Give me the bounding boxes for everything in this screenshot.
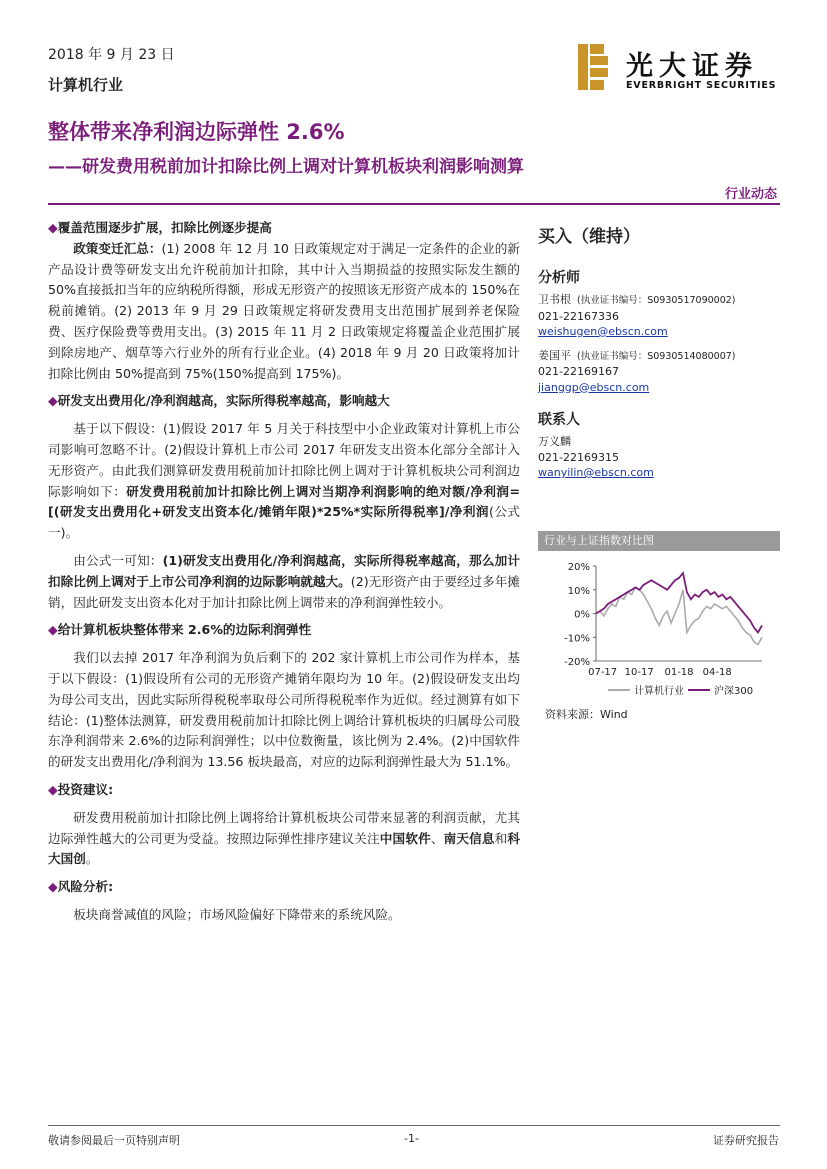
footer-disclaimer: 敬请参阅最后一页特别声明 <box>48 1134 180 1147</box>
diamond-icon: ◆ <box>48 622 58 638</box>
report-title: 整体带来净利润边际弹性 2.6% <box>48 120 345 144</box>
report-date: 2018 年 9 月 23 日 <box>48 47 175 63</box>
paragraph: 由公式一可知：(1)研发支出费用化/净利润越高，实际所得税率越高，那么加计扣除比例上调对于上市公司净利润的边际影响就越大。(2)无形资产由于要经过多年摊销，因此研发支出资本化对于加计扣除比例上调带来的净利润弹性较小。 <box>48 552 521 610</box>
industry-label: 计算机行业 <box>48 76 124 94</box>
legend-label: 计算机行业 <box>634 686 684 697</box>
paragraph: 板块商誉减值的风险；市场风险偏好下降带来的系统风险。 <box>73 906 401 922</box>
x-tick-label: 04-18 <box>702 667 732 678</box>
footer-divider <box>48 1125 780 1126</box>
paragraph: 我们以去掉 2017 年净利润为负后剩下的 202 家计算机上市公司作为样本，基于以下假设：(1)假设所有公司的无形资产摊销年限均为 10 年。(2)假设研发支出均为母公司支出，因此实际所得税税率取母公司所得税税率作为近似。经过测算有如下结论：(1)整体法测算，研发费用税前加计扣除比例上调给计算机板块的归属母公司股东净利润带来 2.6%的边际利润弹性；以中位数衡量，该比例为 2.4%。(2)中国软件的研发支出费用化/净利润为 13.56 板块最高，对应的边际利润弹性最大为 51.1%。 <box>48 650 520 770</box>
rating: 买入（维持） <box>538 227 640 247</box>
diamond-icon: ◆ <box>48 781 58 797</box>
footer-report-type: 证券研究报告 <box>713 1134 779 1147</box>
diamond-icon: ◆ <box>48 220 58 235</box>
page-number: -1- <box>404 1132 419 1145</box>
email-link[interactable]: jianggp@ebscn.com <box>538 380 650 394</box>
main-content <box>48 218 520 926</box>
legend-label: 沪深300 <box>714 686 754 697</box>
analyst-card: 姜国平 (执业证书编号：S0930514080007) 021-22169167 jianggp@ebscn.com <box>538 348 783 396</box>
analyst-card: 卫书根 (执业证书编号：S0930517090002) 021-22167336 weishugen@ebscn.com <box>538 292 783 340</box>
logo-mark-icon <box>578 44 608 90</box>
email-link[interactable]: wanyilin@ebscn.com <box>538 466 654 479</box>
report-subtitle: ——研发费用税前加计扣除比例上调对计算机板块利润影响测算 <box>48 157 524 177</box>
diamond-icon: ◆ <box>48 879 58 895</box>
section-heading: ◆覆盖范围逐步扩展，扣除比例逐步提高 <box>48 220 272 235</box>
chart-title: 行业与上证指数对比图 <box>538 531 780 551</box>
chart-source: 资料来源：Wind <box>545 708 628 721</box>
diamond-icon: ◆ <box>48 393 58 409</box>
logo-text-en: EVERBRIGHT SECURITIES <box>626 80 777 91</box>
contact-heading: 联系人 <box>538 412 580 428</box>
email-link[interactable]: weishugen@ebscn.com <box>538 325 668 338</box>
report-type: 行业动态 <box>724 187 777 202</box>
section-heading: ◆投资建议: <box>48 781 114 797</box>
paragraph: 基于以下假设：(1)假设 2017 年 5 月关于科技型中小企业政策对计算机上市公司影响可忽略不计。(2)假设计算机上市公司 2017 年研发支出资本化部分全部计入无形资产。由此我们测算研发费用税前加计扣除比例上调对于计算机板块公司利润边际影响如下：研发费用税前加计扣除比例上调对当期净利润影响的绝对额/净利润=[(研发支出费用化+研发支出资本化/摊销年限)*25%*实际所得税率]/净利润(公式一)。 <box>48 421 521 541</box>
header-divider <box>48 203 780 205</box>
y-tick-label: -10% <box>564 633 590 645</box>
x-tick-label: 07-17 <box>588 667 618 678</box>
analyst-heading: 分析师 <box>538 270 580 286</box>
section-heading: ◆风险分析: <box>48 879 114 895</box>
x-tick-label: 10-17 <box>624 667 654 678</box>
y-tick-label: 0% <box>574 609 590 621</box>
contact-card: 万义麟 021-22169315 wanyilin@ebscn.com <box>538 434 783 481</box>
sidebar <box>538 222 783 489</box>
logo-text-cn: 光大证券 <box>626 51 758 82</box>
company-logo <box>578 44 778 96</box>
section-heading: ◆给计算机板块整体带来 2.6%的边际利润弹性 <box>48 622 312 638</box>
x-tick-label: 01-18 <box>664 667 694 678</box>
y-tick-label: 20% <box>567 562 590 573</box>
paragraph: 政策变迁汇总：(1) 2008 年 12 月 10 日政策规定对于满足一定条件的企业的新产品设计费等研发支出允许税前加计扣除，其中计入当期损益的按照实际发生额的 50%直接抵扣当年的应纳税所得额，形成无形资产的按照该无形资产成本的 150%在税前摊销。(2) 2013 年 9 月 29 日政策规定将研发费用支出范围扩展到养老保险费、医疗保险费等费用支出。(3) 2015 年 11 月 2 日政策规定将覆盖企业范围扩展到除房地产、烟草等六行业外的所有行业企业。(4) 2018 年 9 月 20 日政策将加计扣除比例由 50%提高到 75%(150%提高到 175%)。 <box>48 240 520 381</box>
comparison-chart <box>538 556 783 704</box>
y-tick-label: -20% <box>564 657 590 668</box>
paragraph: 研发费用税前加计扣除比例上调将给计算机板块公司带来显著的利润贡献，尤其边际弹性越大的公司更为受益。按照边际弹性排序建议关注中国软件、南天信息和科大国创。 <box>48 809 521 867</box>
y-tick-label: 10% <box>567 585 590 597</box>
section-heading: ◆研发支出费用化/净利润越高，实际所得税率越高，影响越大 <box>48 393 390 409</box>
